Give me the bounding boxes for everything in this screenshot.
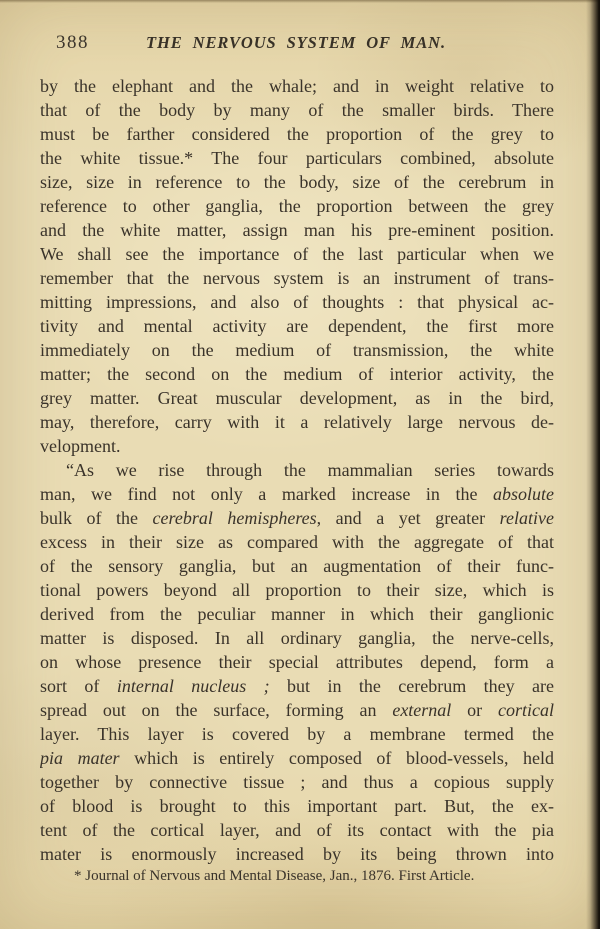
- text: that of the body by many of the smaller birds. There: [40, 100, 554, 120]
- text-line: [40, 218, 554, 242]
- footnote: [40, 866, 554, 886]
- text: immediately on the medium of transmission, the white: [40, 340, 554, 360]
- text: mater is enormously increased by its being thrown into: [40, 844, 554, 864]
- text: grey matter. Great muscular development, as in the bird,: [40, 388, 554, 408]
- text-line: [40, 602, 554, 626]
- text: which is entirely composed of blood-vessels, held: [119, 748, 554, 768]
- text-line: [40, 578, 554, 602]
- text-line: [40, 98, 554, 122]
- text-line: [40, 314, 554, 338]
- italic-text: internal nucleus ;: [116, 676, 270, 696]
- footnote-text: * Journal of Nervous and Mental Disease, Jan., 1876. First Article.: [74, 868, 475, 884]
- text-line: [40, 626, 554, 650]
- text-line: [40, 674, 554, 698]
- text: tent of the cortical layer, and of its contact with the pia: [40, 820, 554, 840]
- page-right-edge-shadow: [586, 0, 600, 929]
- text-line: [40, 722, 554, 746]
- body-text: [40, 74, 554, 866]
- text-line: [40, 386, 554, 410]
- text-line: [40, 818, 554, 842]
- italic-text: cerebral hemispheres: [152, 508, 317, 528]
- text-line: [40, 770, 554, 794]
- text-line: [40, 746, 554, 770]
- italic-text: relative: [499, 508, 554, 528]
- text-line: [40, 554, 554, 578]
- text: spread out on the surface, forming an: [40, 700, 393, 720]
- text-line: [40, 482, 554, 506]
- text: tional powers beyond all proportion to their size, which is: [40, 580, 554, 600]
- text: We shall see the importance of the last particular when we: [40, 244, 554, 264]
- text: on whose presence their special attributes depend, form a: [40, 652, 554, 672]
- text: matter is disposed. In all ordinary ganglia, the nerve-cells,: [40, 628, 554, 648]
- text-line: [40, 434, 554, 458]
- text-line: [40, 362, 554, 386]
- running-title: THE NERVOUS SYSTEM OF MAN.: [146, 33, 446, 52]
- text: size, size in reference to the body, size of the cerebrum in: [40, 172, 554, 192]
- text: tivity and mental activity are dependent, the first more: [40, 316, 554, 336]
- text: excess in their size as compared with the aggregate of that: [40, 532, 554, 552]
- text-line: [40, 410, 554, 434]
- paragraph: [40, 458, 554, 866]
- italic-text: external: [392, 700, 452, 720]
- text: mitting impressions, and also of thoughts : that physical ac-: [40, 292, 554, 312]
- text: by the elephant and the whale; and in weight relative to: [40, 76, 554, 96]
- text-line: [40, 266, 554, 290]
- text: layer. This layer is covered by a membrane termed the: [40, 724, 554, 744]
- text: may, therefore, carry with it a relatively large nervous de-: [40, 412, 554, 432]
- text-line: [40, 506, 554, 530]
- text: or: [451, 700, 498, 720]
- paragraph: [40, 74, 554, 458]
- text: velopment.: [40, 436, 121, 456]
- text-line: [40, 146, 554, 170]
- text: but in the cerebrum they are: [269, 676, 554, 696]
- text-line: [40, 458, 554, 482]
- text-line: [40, 842, 554, 866]
- text: reference to other ganglia, the proportion between the grey: [40, 196, 554, 216]
- text: the white tissue.* The four particulars combined, absolute: [40, 148, 554, 168]
- text: must be farther considered the proportion of the grey to: [40, 124, 554, 144]
- text-line: [40, 242, 554, 266]
- text: of blood is brought to this important part. But, the ex-: [40, 796, 554, 816]
- text: , and a yet greater: [316, 508, 500, 528]
- text: sort of: [40, 676, 117, 696]
- text: of the sensory ganglia, but an augmentation of their func-: [40, 556, 554, 576]
- text-line: [40, 650, 554, 674]
- text: man, we find not only a marked increase in the: [40, 484, 493, 504]
- text-line: [40, 170, 554, 194]
- text: matter; the second on the medium of interior activity, the: [40, 364, 554, 384]
- text: together by connective tissue ; and thus a copious supply: [40, 772, 554, 792]
- text-line: [40, 122, 554, 146]
- text: “As we rise through the mammalian series towards: [66, 460, 554, 480]
- page-top-edge-shadow: [0, 0, 600, 3]
- text-line: [40, 290, 554, 314]
- italic-text: cortical: [498, 700, 554, 720]
- text: and the white matter, assign man his pre-eminent position.: [40, 220, 554, 240]
- text: bulk of the: [40, 508, 153, 528]
- text: remember that the nervous system is an instrument of trans-: [40, 268, 554, 288]
- page-number: 388: [56, 32, 89, 53]
- text-line: [40, 530, 554, 554]
- text-line: [40, 194, 554, 218]
- text-line: [40, 794, 554, 818]
- text-line: [40, 698, 554, 722]
- text-line: [40, 74, 554, 98]
- text-line: [40, 338, 554, 362]
- text: derived from the peculiar manner in which their ganglionic: [40, 604, 554, 624]
- italic-text: absolute: [493, 484, 554, 504]
- italic-text: pia mater: [40, 748, 120, 768]
- page-header: [40, 31, 552, 55]
